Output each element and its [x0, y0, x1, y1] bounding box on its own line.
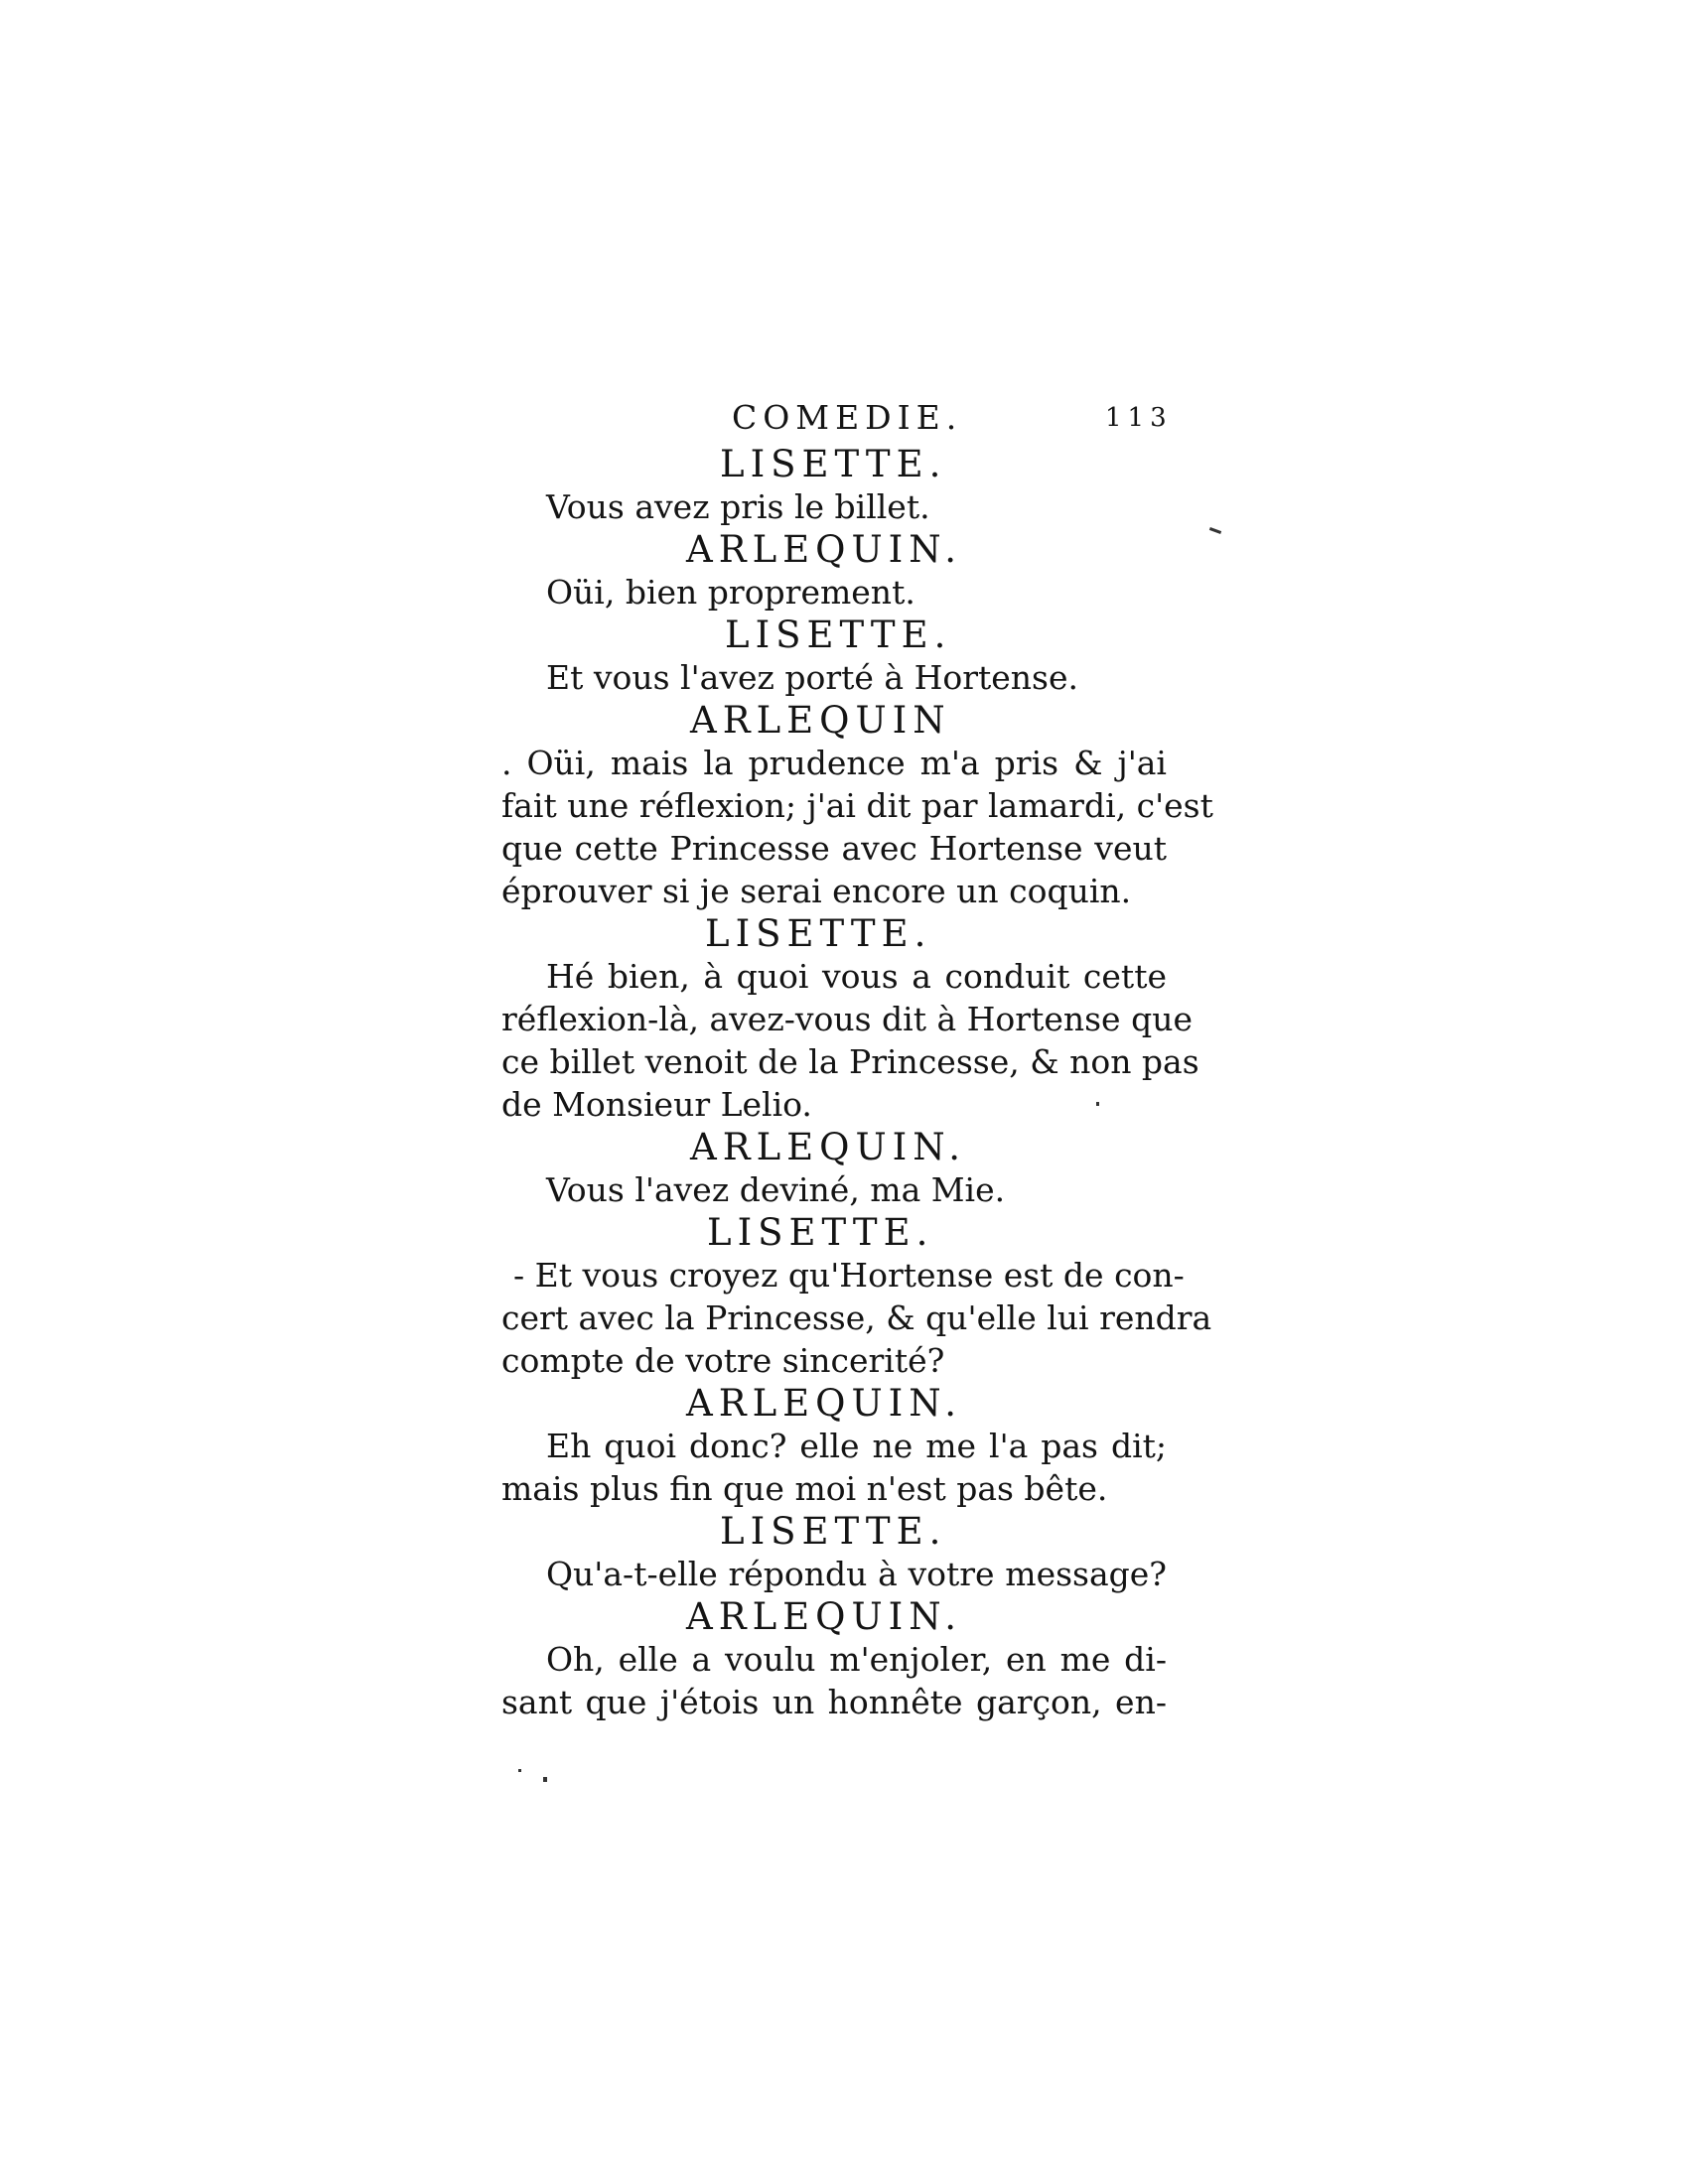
speech-line: ce billet venoit de la Princesse, & non pas	[501, 1042, 1199, 1081]
speaker-name: ARLEQUIN.	[686, 528, 963, 571]
speaker-name: LISETTE.	[725, 614, 952, 656]
page-number: 113	[1105, 403, 1173, 433]
speaker-name: ARLEQUIN	[690, 699, 951, 742]
speech-line: Eh quoi donc? elle ne me l'a pas dit;	[546, 1427, 1167, 1465]
speech-line: compte de votre sincerité?	[501, 1341, 945, 1380]
speech-line: - Et vous croyez qu'Hortense est de con-	[513, 1256, 1185, 1295]
speech-line: que cette Princesse avec Hortense veut	[501, 829, 1167, 868]
speech-line: Vous l'avez deviné, ma Mie.	[546, 1170, 1006, 1209]
running-title: COMEDIE.	[732, 398, 963, 437]
speech-line: Oüi, bien proprement.	[546, 573, 915, 612]
speech-line: Qu'a-t-elle répondu à votre message?	[546, 1555, 1167, 1593]
ink-speck	[518, 1769, 521, 1772]
speech-line: sant que j'étois un honnête garçon, en-	[501, 1683, 1167, 1721]
speech-line: Oh, elle a voulu m'enjoler, en me di-	[546, 1640, 1167, 1679]
speaker-name: ARLEQUIN.	[686, 1595, 963, 1638]
speaker-name: LISETTE.	[707, 1211, 934, 1254]
page-text	[501, 393, 1213, 1723]
speech-line: Et vous l'avez porté à Hortense.	[546, 658, 1079, 697]
speech-line: éprouver si je serai encore un coquin.	[501, 872, 1132, 910]
speech-line: cert avec la Princesse, & qu'elle lui rendra	[501, 1298, 1212, 1337]
ink-speck	[543, 1777, 547, 1782]
ink-speck	[1096, 1102, 1099, 1106]
speaker-name: LISETTE.	[720, 443, 947, 485]
speaker-name: LISETTE.	[705, 912, 932, 955]
speech-line: réflexion-là, avez-vous dit à Hortense que	[501, 1000, 1193, 1038]
speaker-name: ARLEQUIN.	[686, 1382, 963, 1425]
speech-line: Hé bien, à quoi vous a conduit cette	[546, 957, 1167, 996]
speech-line: fait une réflexion; j'ai dit par lamardi, c'est	[501, 786, 1213, 825]
running-head	[501, 393, 1173, 443]
speech-line: de Monsieur Lelio.	[501, 1085, 812, 1124]
speaker-name: LISETTE.	[720, 1510, 947, 1553]
speaker-name: ARLEQUIN.	[690, 1126, 967, 1168]
speech-line: Vous avez pris le billet.	[546, 487, 930, 526]
speech-line: mais plus fin que moi n'est pas bête.	[501, 1469, 1108, 1508]
speech-line: . Oüi, mais la prudence m'a pris & j'ai	[501, 744, 1167, 782]
ink-speck	[1209, 527, 1221, 534]
